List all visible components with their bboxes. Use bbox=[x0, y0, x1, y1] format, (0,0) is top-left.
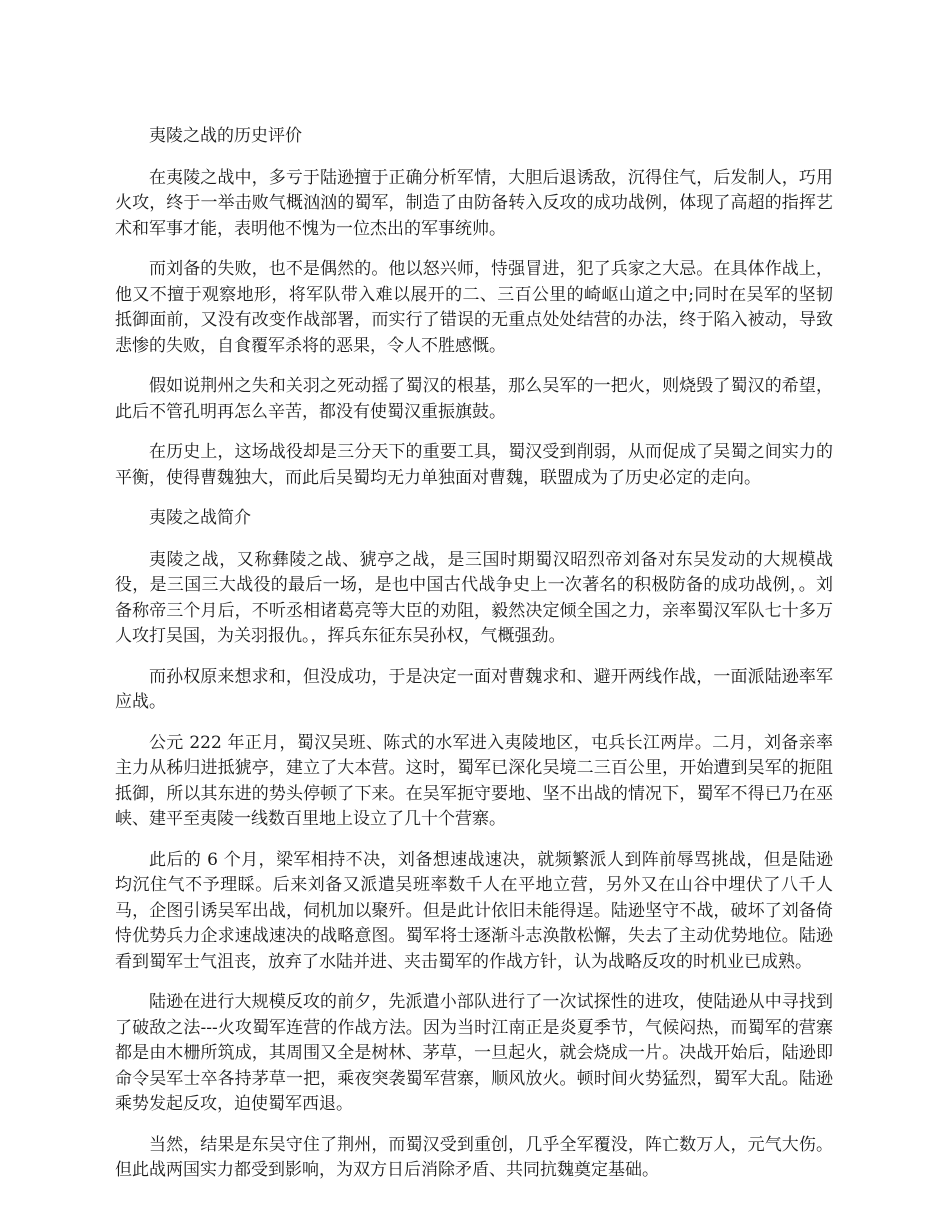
document-body bbox=[115, 124, 833, 1199]
paragraph: 在夷陵之战中，多亏于陆逊擅于正确分析军情，大胆后退诱敌，沉得住气，后发制人，巧用火攻，终于一举击败气概汹汹的蜀军，制造了由防备转入反攻的成功战例，体现了高超的指挥艺术和军事才能，表明他不愧为一位杰出的军事统帅。 bbox=[115, 167, 833, 239]
paragraph: 而刘备的失败，也不是偶然的。他以怒兴师，恃强冒进，犯了兵家之大忌。在具体作战上，他又不擅于观察地形，将军队带入难以展开的二、三百公里的崎岖山道之中;同时在吴军的坚韧抵御面前，又没有改变作战部署，而实行了错误的无重点处处结营的办法，终于陷入被动，导致悲惨的失败，自食覆军杀将的恶果，令人不胜感慨。 bbox=[115, 259, 833, 356]
paragraph: 此后的 6 个月，梁军相持不决，刘备想速战速决，就频繁派人到阵前辱骂挑战，但是陆逊均沉住气不予理睬。后来刘备又派遣吴班率数千人在平地立营，另外又在山谷中埋伏了八千人马，企图引诱吴军出战，伺机加以聚歼。但是此计依旧未能得逞。陆逊坚守不战，破坏了刘备倚恃优势兵力企求速战速决的战略意图。蜀军将士逐渐斗志涣散松懈，失去了主动优势地位。陆逊看到蜀军士气沮丧，放弃了水陆并进、夹击蜀军的作战方针，认为战略反攻的时机业已成熟。 bbox=[115, 849, 833, 972]
paragraph: 在历史上，这场战役却是三分天下的重要工具，蜀汉受到削弱，从而促成了吴蜀之间实力的平衡，使得曹魏独大，而此后吴蜀均无力单独面对曹魏，联盟成为了历史必定的走向。 bbox=[115, 442, 833, 488]
paragraph: 而孙权原来想求和，但没成功，于是决定一面对曹魏求和、避开两线作战，一面派陆逊率军应战。 bbox=[115, 666, 833, 712]
paragraph: 公元 222 年正月，蜀汉吴班、陈式的水军进入夷陵地区，屯兵长江两岸。二月，刘备亲率主力从秭归进抵猇亭，建立了大本营。这时，蜀军已深化吴境二三百公里，开始遭到吴军的扼阻抵御，所以其东进的势头停顿了下来。在吴军扼守要地、坚不出战的情况下，蜀军不得已乃在巫峡、建平至夷陵一线数百里地上设立了几十个营寨。 bbox=[115, 732, 833, 829]
section-heading-introduction: 夷陵之战简介 bbox=[149, 508, 251, 528]
paragraph: 假如说荆州之失和关羽之死动摇了蜀汉的根基，那么吴军的一把火，则烧毁了蜀汉的希望，此后不管孔明再怎么辛苦，都没有使蜀汉重振旗鼓。 bbox=[115, 376, 833, 422]
paragraph: 夷陵之战，又称彝陵之战、猇亭之战，是三国时期蜀汉昭烈帝刘备对东吴发动的大规模战役，是三国三大战役的最后一场，是也中国古代战争史上一次著名的积极防备的成功战例，。刘备称帝三个月后，不听丞相诸葛亮等大臣的劝阻，毅然决定倾全国之力，亲率蜀汉军队七十多万人攻打吴国，为关羽报仇。，挥兵东征东吴孙权，气概强劲。 bbox=[115, 549, 833, 646]
paragraph: 当然，结果是东吴守住了荆州，而蜀汉受到重创，几乎全军覆没，阵亡数万人，元气大伤。但此战两国实力都受到影响，为双方日后消除矛盾、共同抗魏奠定基础。 bbox=[115, 1134, 833, 1180]
paragraph: 陆逊在进行大规模反攻的前夕，先派遣小部队进行了一次试探性的进攻，使陆逊从中寻找到了破敌之法---火攻蜀军连营的作战方法。因为当时江南正是炎夏季节，气候闷热，而蜀军的营寨都是由木栅所筑成，其周围又全是树林、茅草，一旦起火，就会烧成一片。决战开始后，陆逊即命令吴军士卒各持茅草一把，乘夜突袭蜀军营寨，顺风放火。顿时间火势猛烈，蜀军大乱。陆逊乘势发起反攻，迫使蜀军西退。 bbox=[115, 992, 833, 1114]
section-heading-evaluation: 夷陵之战的历史评价 bbox=[149, 126, 302, 146]
